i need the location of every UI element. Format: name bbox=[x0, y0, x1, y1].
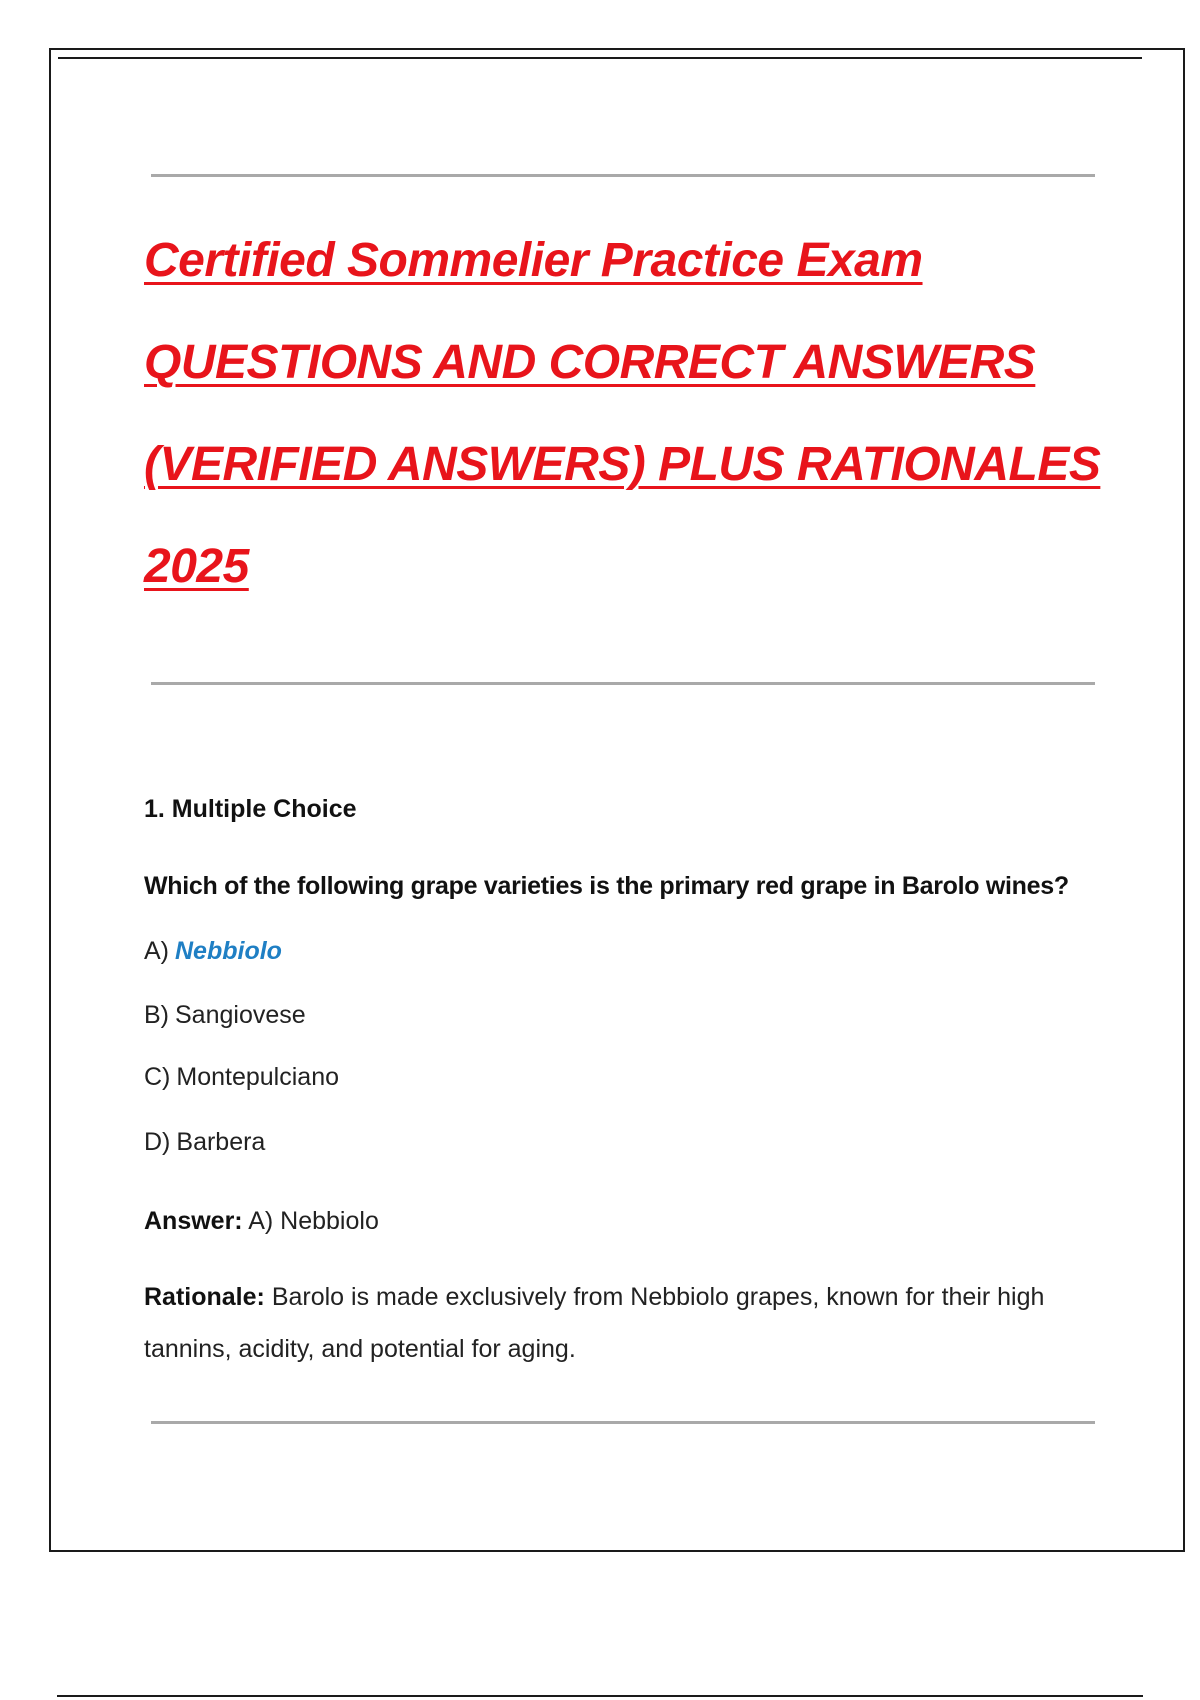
title-line-2: QUESTIONS AND CORRECT ANSWERS bbox=[144, 336, 1036, 389]
option-letter: D) bbox=[144, 1128, 171, 1156]
option-b bbox=[144, 1001, 306, 1030]
question-text: Which of the following grape varieties is the primary red grape in Barolo wines? bbox=[144, 872, 1069, 900]
answer-line bbox=[144, 1207, 379, 1236]
divider-middle bbox=[151, 682, 1095, 685]
option-c bbox=[144, 1063, 339, 1092]
option-text: Montepulciano bbox=[176, 1063, 340, 1091]
rationale-label: Rationale: bbox=[144, 1283, 265, 1311]
answer-value: A) Nebbiolo bbox=[248, 1207, 379, 1235]
option-d bbox=[144, 1128, 265, 1157]
divider-bottom bbox=[151, 1421, 1095, 1424]
option-a bbox=[144, 937, 282, 966]
question-heading: 1. Multiple Choice bbox=[144, 795, 357, 823]
frame-top-divider bbox=[58, 57, 1142, 59]
divider-top bbox=[151, 174, 1095, 177]
option-text: Barbera bbox=[176, 1128, 266, 1156]
option-text: Sangiovese bbox=[175, 1001, 306, 1029]
title-line-1: Certified Sommelier Practice Exam bbox=[144, 234, 923, 287]
option-text-correct: Nebbiolo bbox=[175, 937, 282, 965]
rationale-text: Barolo is made exclusively from Nebbiolo grapes, known for their high tannins, acidity, and potential for aging. bbox=[144, 1283, 1045, 1363]
option-letter: C) bbox=[144, 1063, 171, 1091]
page-bottom-line bbox=[57, 1695, 1143, 1697]
title-line-3: (VERIFIED ANSWERS) PLUS RATIONALES bbox=[144, 438, 1101, 491]
option-letter: B) bbox=[144, 1001, 169, 1029]
rationale bbox=[144, 1271, 1084, 1375]
document-title bbox=[144, 210, 1104, 618]
title-line-4: 2025 bbox=[144, 540, 249, 593]
option-letter: A) bbox=[144, 937, 169, 965]
answer-label: Answer: bbox=[144, 1207, 243, 1235]
